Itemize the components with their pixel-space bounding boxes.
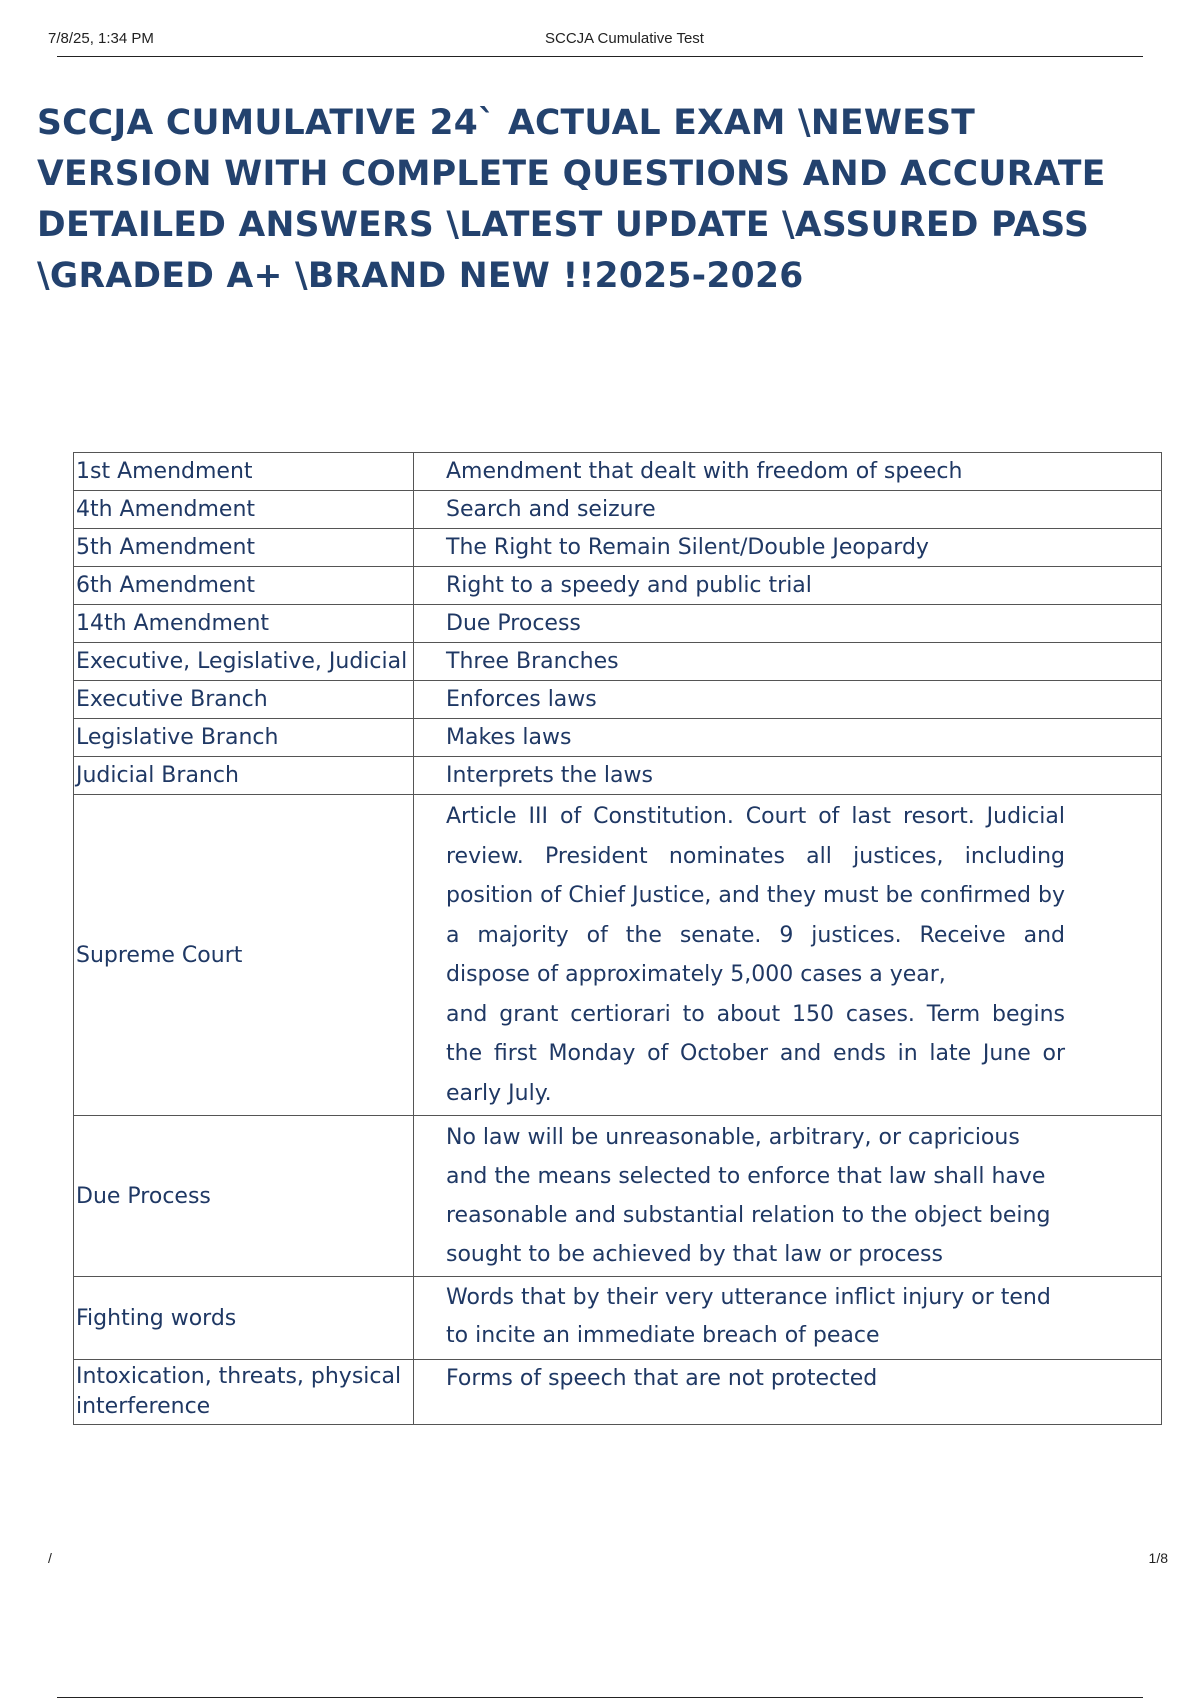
term-cell: Executive Branch: [74, 681, 414, 719]
print-tab-title: SCCJA Cumulative Test: [545, 30, 704, 47]
definition-cell: Words that by their very utterance inflict injury or tend to incite an immediate breach of peace: [414, 1277, 1162, 1360]
table-row: [74, 453, 1162, 491]
term-cell: Judicial Branch: [74, 757, 414, 795]
title-line: SCCJA CUMULATIVE 24` ACTUAL EXAM \NEWEST: [37, 103, 976, 143]
footer-url: /: [48, 1550, 52, 1566]
term-cell: 6th Amendment: [74, 567, 414, 605]
table-row: [74, 1116, 1162, 1277]
title-line: \GRADED A+ \BRAND NEW !!2025-2026: [37, 256, 804, 296]
definition-cell: Amendment that dealt with freedom of speech: [414, 453, 1162, 491]
definition-cell: Three Branches: [414, 643, 1162, 681]
title-line: DETAILED ANSWERS \LATEST UPDATE \ASSURED PASS: [37, 205, 1090, 245]
table-row: [74, 643, 1162, 681]
table-row: [74, 529, 1162, 567]
term-cell: Executive, Legislative, Judicial: [74, 643, 414, 681]
table-row: [74, 795, 1162, 1116]
table-row: [74, 1360, 1162, 1425]
definition-cell: No law will be unreasonable, arbitrary, or capricious and the means selected to enforce that law shall have reasonable and substantial relation to the object being sought to be achieved by that law or process: [414, 1116, 1162, 1277]
print-date: 7/8/25, 1:34 PM: [48, 30, 154, 47]
table-row: [74, 1277, 1162, 1360]
print-header: [48, 30, 1145, 58]
term-cell: Due Process: [74, 1116, 414, 1277]
term-cell: 5th Amendment: [74, 529, 414, 567]
page-number: 1/8: [1148, 1550, 1168, 1566]
flashcard-table: [73, 452, 1162, 1425]
title-line: VERSION WITH COMPLETE QUESTIONS AND ACCURATE: [37, 154, 1106, 194]
table-row: [74, 681, 1162, 719]
definition-cell: Enforces laws: [414, 681, 1162, 719]
definition-cell: Interprets the laws: [414, 757, 1162, 795]
document-title: [37, 98, 1177, 302]
term-cell: 1st Amendment: [74, 453, 414, 491]
term-cell: Fighting words: [74, 1277, 414, 1360]
term-cell: 4th Amendment: [74, 491, 414, 529]
table-row: [74, 491, 1162, 529]
term-cell: 14th Amendment: [74, 605, 414, 643]
footer-divider: [57, 1697, 1143, 1698]
term-cell: Legislative Branch: [74, 719, 414, 757]
definition-cell: Right to a speedy and public trial: [414, 567, 1162, 605]
term-cell: Supreme Court: [74, 795, 414, 1116]
definition-paragraph: Article III of Constitution. Court of last resort. Judicial review. President nominates all justices, including position of Chief Justice, and they must be confirmed by a majority of the senate. 9 justices. Receive and dispose of approximately 5,000 cases a year,: [446, 804, 1065, 987]
definition-cell: Search and seizure: [414, 491, 1162, 529]
table-row: [74, 605, 1162, 643]
table-row: [74, 757, 1162, 795]
header-divider: [57, 56, 1143, 57]
definition-cell: Makes laws: [414, 719, 1162, 757]
definition-cell: [414, 795, 1162, 1116]
print-footer: [48, 1550, 1168, 1574]
definition-cell: The Right to Remain Silent/Double Jeopardy: [414, 529, 1162, 567]
table-row: [74, 567, 1162, 605]
table-row: [74, 719, 1162, 757]
definition-paragraph: and grant certiorari to about 150 cases. Term begins the first Monday of October and ends in late June or early July.: [446, 1001, 1065, 1106]
definition-cell: Forms of speech that are not protected: [414, 1360, 1162, 1425]
definition-cell: Due Process: [414, 605, 1162, 643]
term-cell: Intoxication, threats, physical interference: [74, 1360, 414, 1425]
